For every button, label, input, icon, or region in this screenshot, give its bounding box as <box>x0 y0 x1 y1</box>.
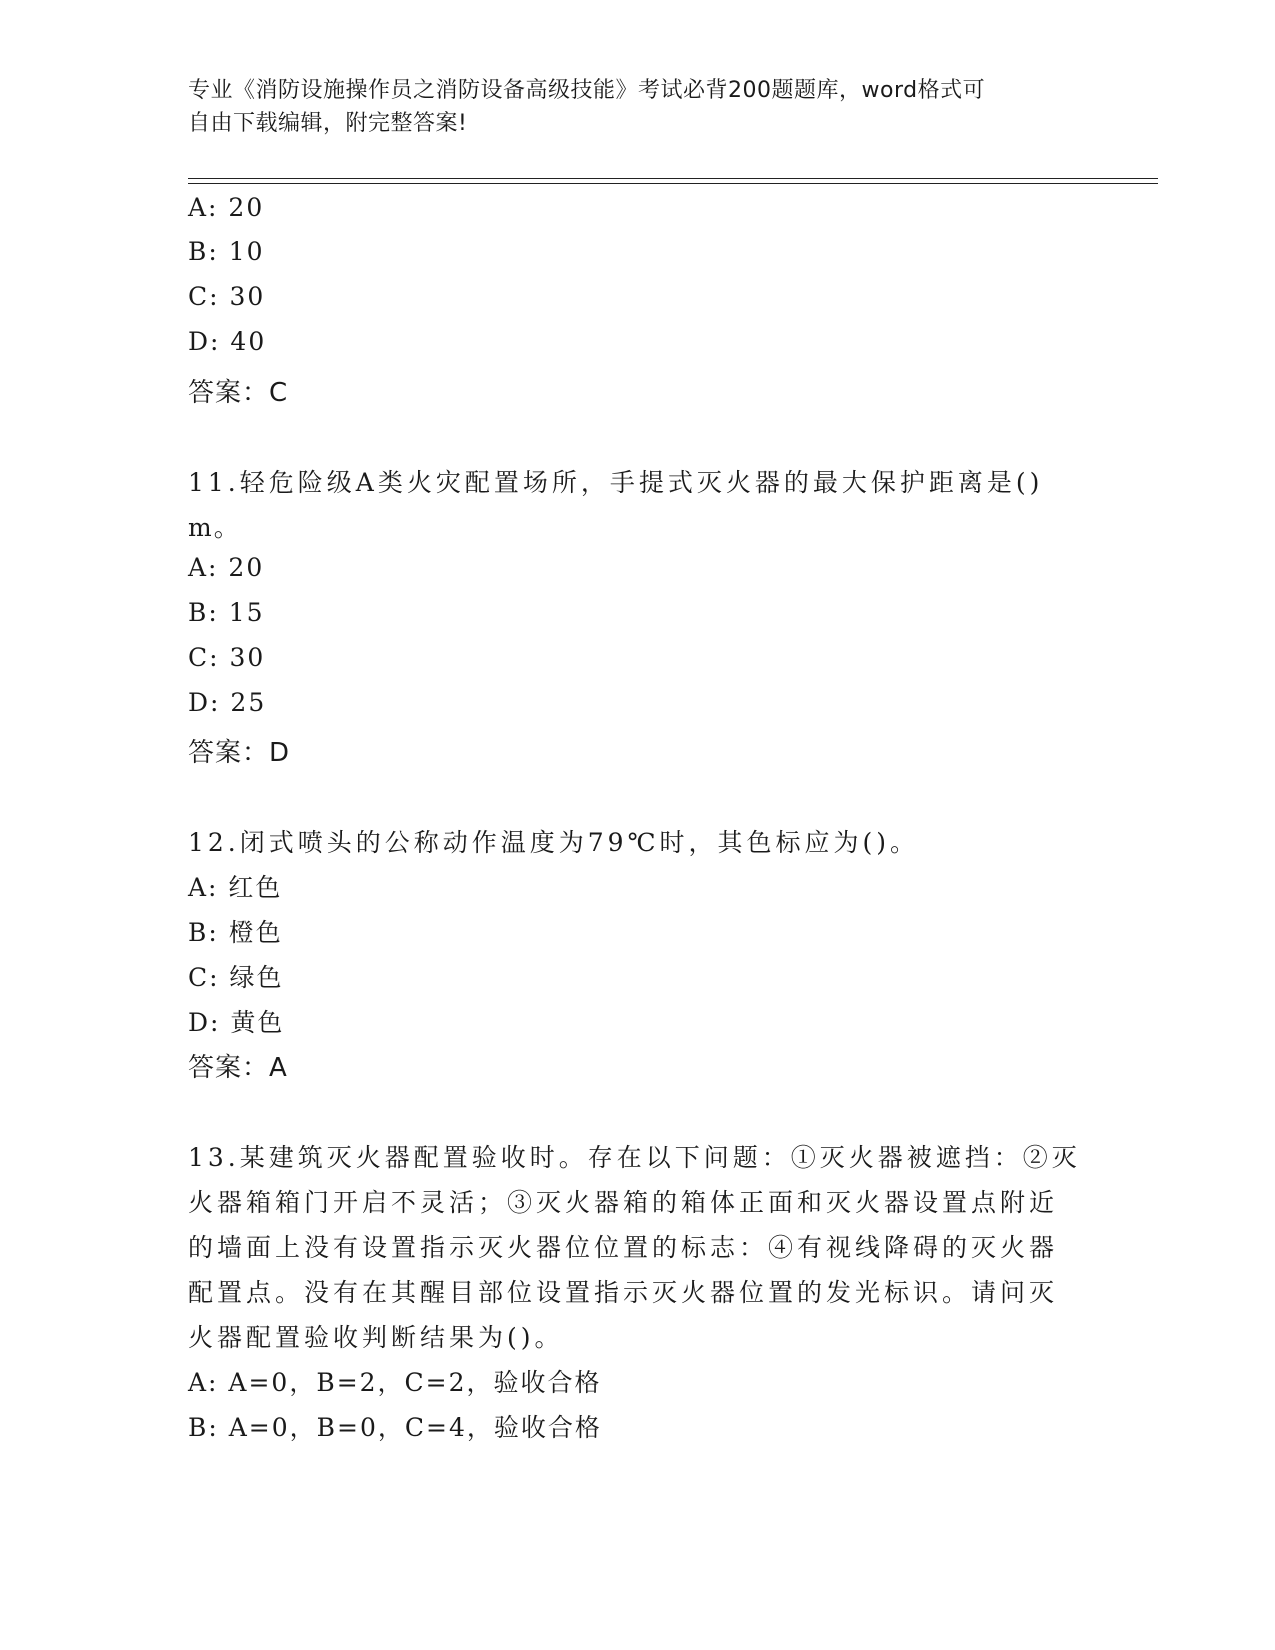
q13-question-line-1: 13.某建筑灭火器配置验收时。存在以下问题：①灭火器被遮挡：②灭 <box>188 1143 1081 1172</box>
q13-option-b: B: A=0，B=0，C=4，验收合格 <box>188 1413 602 1442</box>
document-header <box>188 74 1088 140</box>
q12-option-b: B: 橙色 <box>188 918 283 947</box>
q10-option-d: D: 40 <box>188 327 267 356</box>
q12-answer: 答案：A <box>188 1053 288 1083</box>
q11-question-line-2: m。 <box>188 513 241 542</box>
q12-option-d: D: 黄色 <box>188 1008 285 1037</box>
header-line-1: 专业《消防设施操作员之消防设备高级技能》考试必背200题题库，word格式可 <box>188 78 986 103</box>
q10-answer: 答案：C <box>188 378 289 408</box>
q13-question-line-5: 火器配置验收判断结果为()。 <box>188 1323 564 1352</box>
header-divider-top <box>188 178 1158 179</box>
q11-option-c: C: 30 <box>188 643 266 672</box>
q12-question: 12.闭式喷头的公称动作温度为79℃时，其色标应为()。 <box>188 828 920 857</box>
q10-option-c: C: 30 <box>188 282 266 311</box>
q12-option-c: C: 绿色 <box>188 963 284 992</box>
header-divider-bottom <box>188 183 1158 184</box>
q11-answer: 答案：D <box>188 738 291 768</box>
q10-option-b: B: 10 <box>188 237 265 266</box>
q11-option-b: B: 15 <box>188 598 265 627</box>
q13-question-line-4: 配置点。没有在其醒目部位设置指示灭火器位置的发光标识。请问灭 <box>188 1278 1059 1307</box>
q12-option-a: A: 红色 <box>188 873 283 902</box>
q11-option-a: A: 20 <box>188 553 265 582</box>
q13-option-a: A: A=0，B=2，C=2，验收合格 <box>188 1368 602 1397</box>
q13-question-line-3: 的墙面上没有设置指示灭火器位位置的标志：④有视线降碍的灭火器 <box>188 1233 1059 1262</box>
q11-option-d: D: 25 <box>188 688 267 717</box>
header-line-2: 自由下载编辑，附完整答案! <box>188 111 468 136</box>
q13-question-line-2: 火器箱箱门开启不灵活；③灭火器箱的箱体正面和灭火器设置点附近 <box>188 1188 1059 1217</box>
q11-question-line-1: 11.轻危险级A类火灾配置场所，手提式灭火器的最大保护距离是() <box>188 468 1044 497</box>
q10-option-a: A: 20 <box>188 193 265 222</box>
